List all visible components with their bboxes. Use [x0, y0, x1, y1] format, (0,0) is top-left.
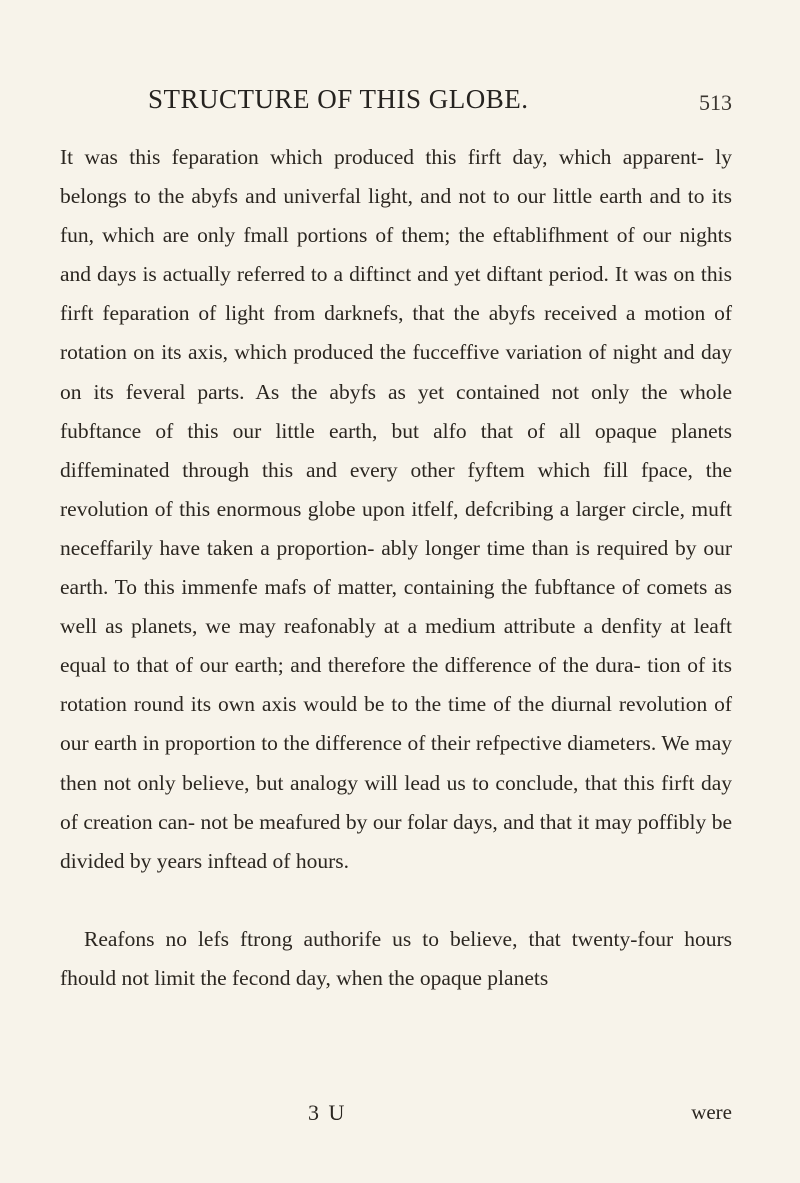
catchword: were — [691, 1100, 732, 1124]
page-footer — [60, 1100, 732, 1140]
page-header — [148, 84, 732, 124]
page-number: 513 — [699, 90, 732, 115]
signature-mark: 3 U — [308, 1100, 347, 1125]
paragraph: It was this feparation which produced this firft day, which apparent- ly belongs to the abyfs and univerfal light, and not to our little earth and to its fun, which are only fmall portions of them; the eftablifhment of our nights and days is actually referred to a diftinct and yet diftant period. It was on this firft feparation of light from darknefs, that the abyfs received a motion of rotation on its axis, which produced the fucceffive variation of night and day on its feveral parts. As the abyfs as yet contained not only the whole fubftance of this our little earth, but alfo that of all opaque planets diffeminated through this and every other fyftem which fill fpace, the revolution of this enormous globe upon itfelf, defcribing a larger circle, muft neceffarily have taken a proportion- ably longer time than is required by our earth. To this immenfe mafs of matter, containing the fubftance of comets as well as planets, we may reafonably at a medium attribute a denfity at leaft equal to that of our earth; and therefore the difference of the dura- tion of its rotation round its own axis would be to the time of the diurnal revolution of our earth in proportion to the difference of their refpective diameters. We may then not only believe, but analogy will lead us to conclude, that this firft day of creation can- not be meafured by our folar days, and that it may poffibly be divided by years inftead of hours. — [60, 145, 732, 873]
running-head: STRUCTURE OF THIS GLOBE. — [148, 84, 529, 114]
body-text — [60, 138, 732, 998]
paragraph: Reafons no lefs ftrong authorife us to believe, that twenty-four hours fhould not limit the fecond day, when the opaque planets — [60, 926, 732, 990]
